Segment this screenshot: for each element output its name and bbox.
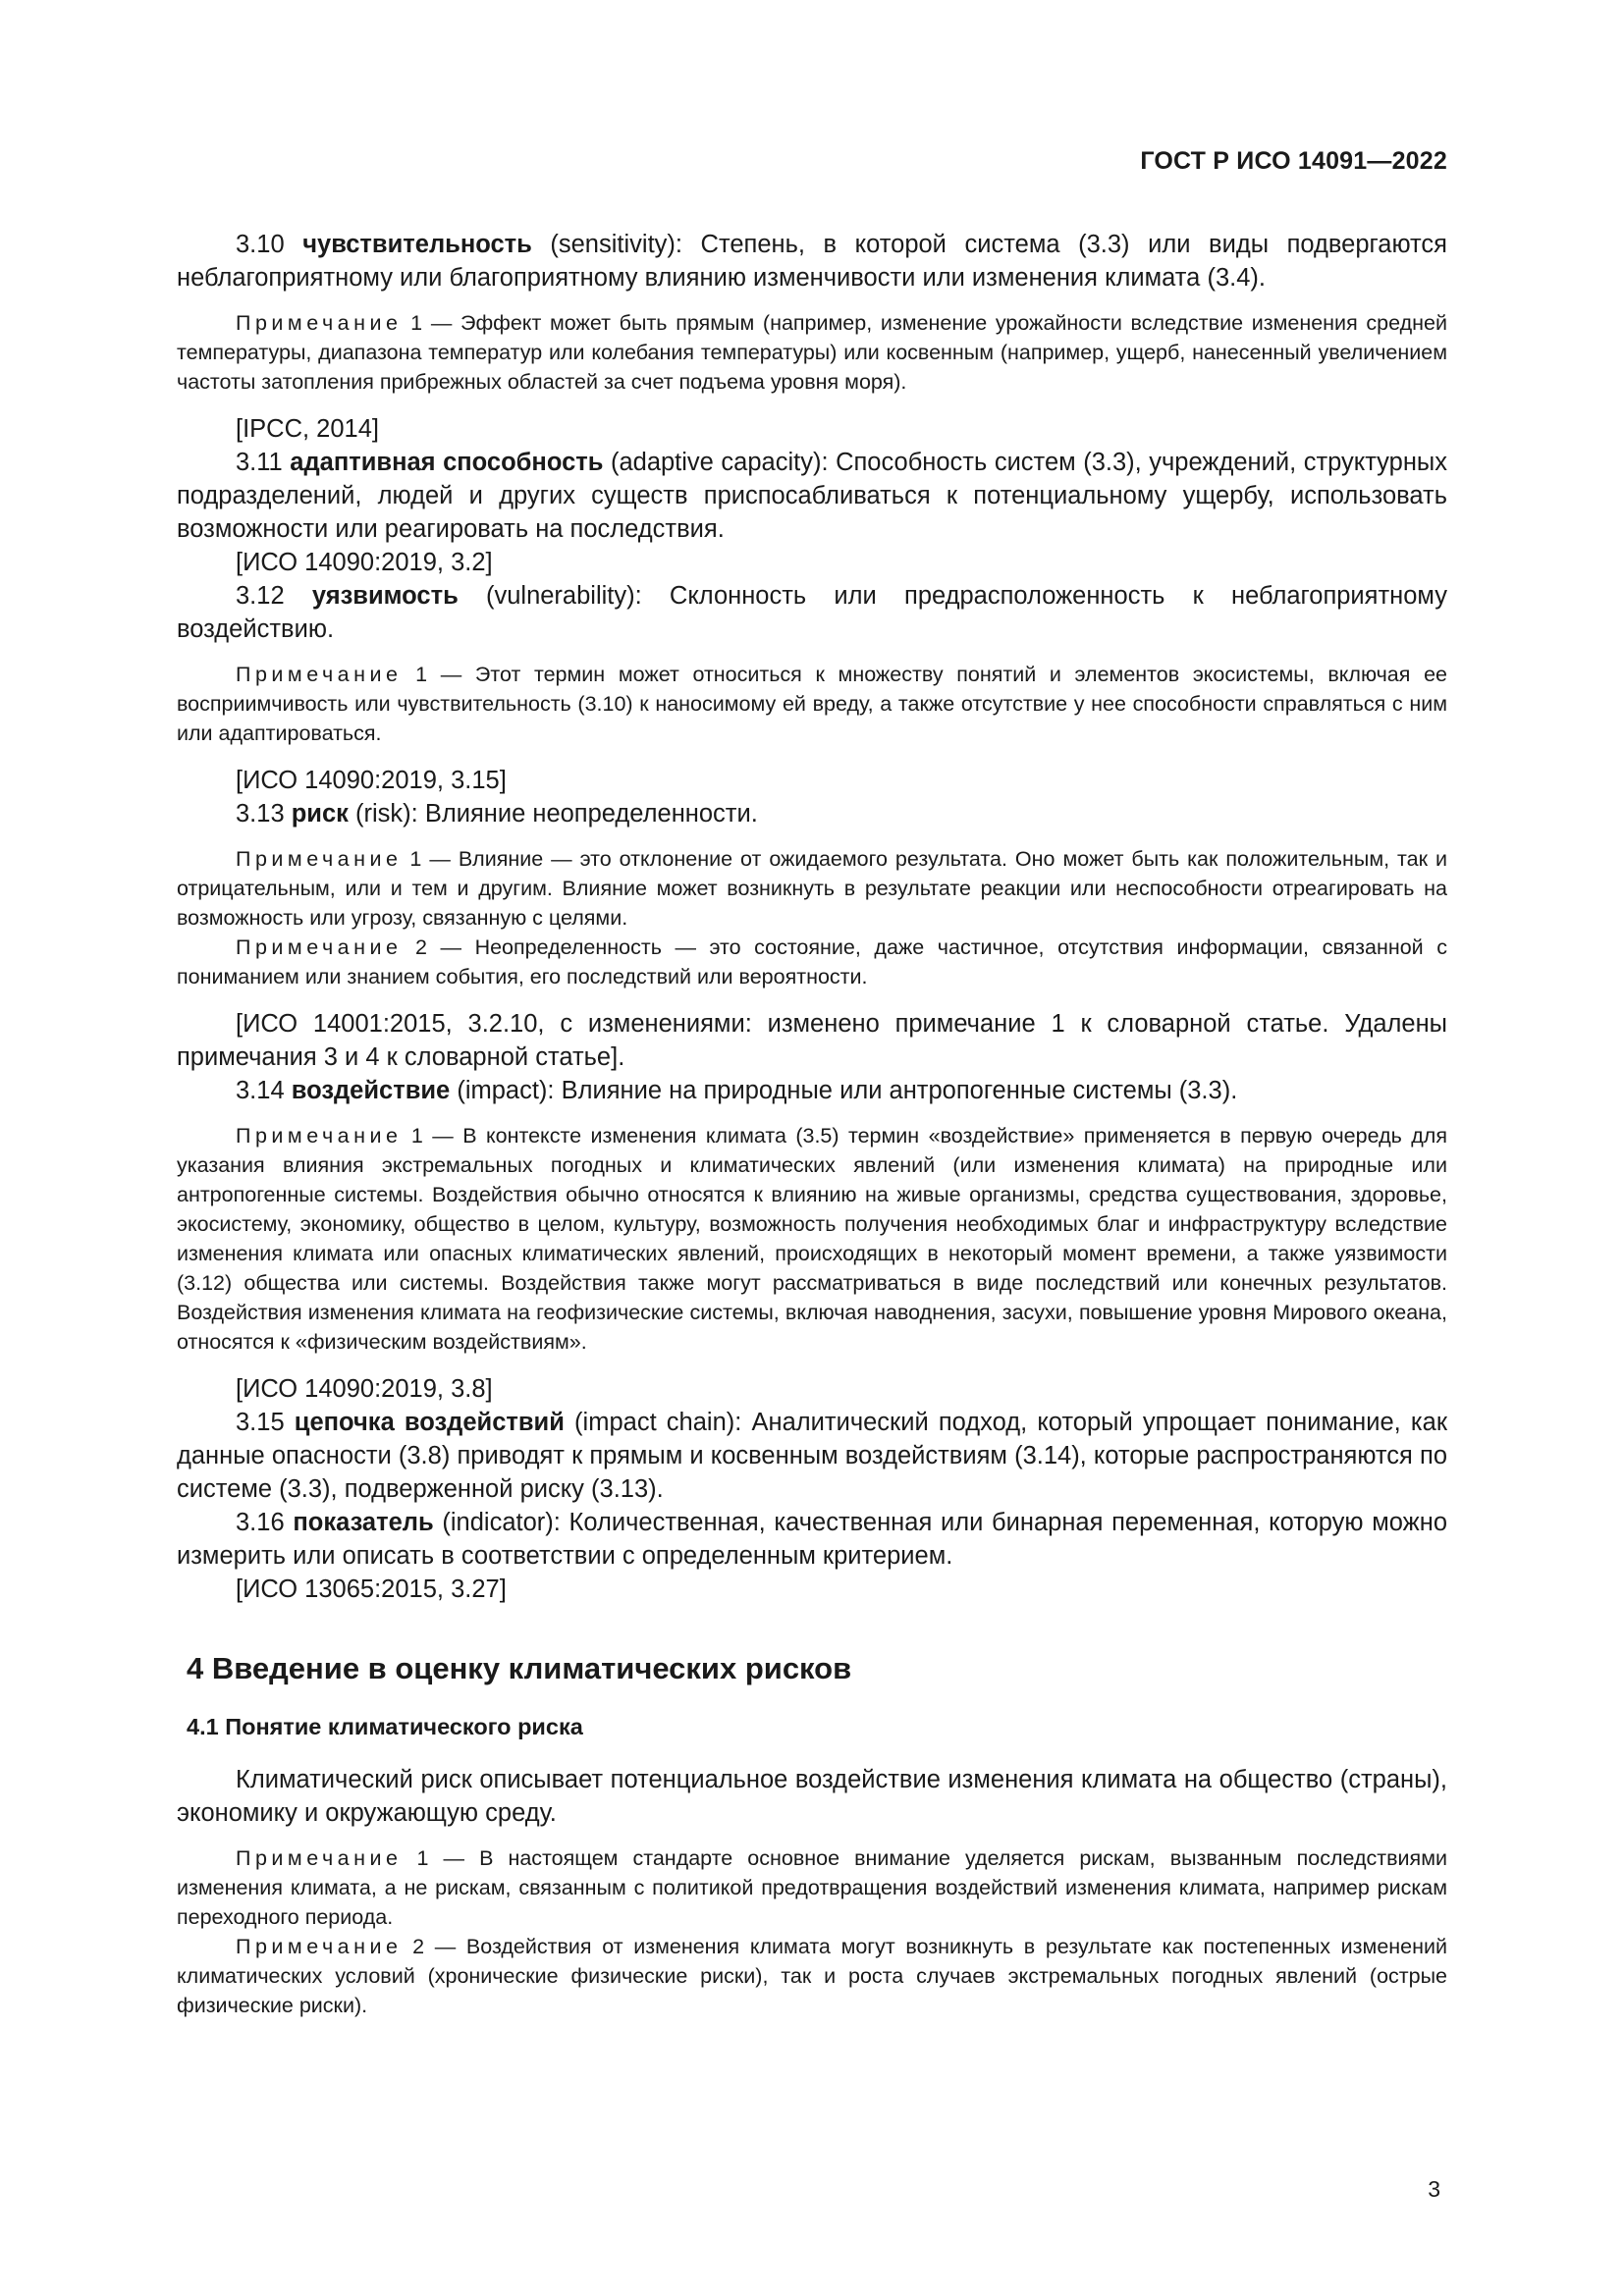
section-4-heading: 4 Введение в оценку климатических рисков [187, 1651, 852, 1685]
term-definition: (impact chain): Аналитический подход, который упрощает понимание, как данные опасности (3.8) приводят к прямым и косвенным воздействиям (3.14), которые распространяются по системе (3.3), подверженной риску (3.13). [177, 1409, 1447, 1503]
term-number: 3.10 [236, 231, 285, 258]
term-definition: (risk): Влияние неопределенности. [348, 800, 758, 828]
term-name: чувствительность [302, 231, 532, 258]
term-name: показатель [293, 1509, 434, 1536]
source-3-14: [ИСО 14090:2019, 3.8] [236, 1375, 493, 1403]
note-label: Примечание [236, 847, 403, 871]
term-name: риск [291, 800, 349, 828]
term-3-13 [177, 797, 1447, 830]
section-4-1-paragraph: Климатический риск описывает потенциальное воздействие изменения климата на общество (страны), экономику и окружающую среду. [177, 1766, 1447, 1827]
note-3-10-1 [177, 308, 1447, 397]
note-text: 2 — Воздействия от изменения климата могут возникнуть в результате как постепенных изменений климатических условий (хронические физические риски), так и роста случаев экстремальных погодных явлений (острые физические риски). [177, 1935, 1447, 2017]
document-body [177, 228, 1447, 2020]
term-3-15 [177, 1406, 1447, 1506]
term-number: 3.13 [236, 800, 285, 828]
term-definition: (sensitivity): Степень, в которой система (3.3) или виды подвергаются неблагоприятному или благоприятному влиянию изменчивости или изменения климата (3.4). [177, 231, 1447, 292]
term-number: 3.16 [236, 1509, 285, 1536]
term-3-16 [177, 1506, 1447, 1573]
note-label: Примечание [236, 1124, 403, 1148]
note-label: Примечание [236, 1935, 403, 1958]
source-3-12: [ИСО 14090:2019, 3.15] [236, 767, 507, 794]
term-number: 3.11 [236, 449, 283, 476]
note-3-13-1 [177, 844, 1447, 933]
term-definition: (vulnerability): Склонность или предрасположенность к неблагоприятному воздействию. [177, 582, 1447, 643]
subsection-4-1-heading: 4.1 Понятие климатического риска [187, 1714, 583, 1739]
note-text: 1 — Влияние — это отклонение от ожидаемого результата. Оно может быть как положительным, так и отрицательным, или и тем и другим. Влияние может возникнуть в результате реакции или неспособности отреагировать на возможность или угрозу, связанную с целями. [177, 847, 1447, 930]
note-text: 1 — Эффект может быть прямым (например, изменение урожайности вследствие изменения средней температуры, диапазона температур или колебания температуры) или косвенным (например, ущерб, нанесенный увеличением частоты затопления прибрежных областей за счет подъема уровня моря). [177, 311, 1447, 394]
term-number: 3.14 [236, 1077, 285, 1104]
source-3-11: [ИСО 14090:2019, 3.2] [236, 549, 493, 576]
note-text: 1 — Этот термин может относиться к множеству понятий и элементов экосистемы, включая ее восприимчивость или чувствительность (3.10) к наносимому ей вреду, а также отсутствие у нее способности справляться с ним или адаптироваться. [177, 663, 1447, 745]
term-3-10 [177, 228, 1447, 294]
note-label: Примечание [236, 1846, 403, 1870]
note-label: Примечание [236, 663, 403, 686]
term-definition: (indicator): Количественная, качественная или бинарная переменная, которую можно измерить или описать в соответствии с определенным критерием. [177, 1509, 1447, 1570]
term-number: 3.15 [236, 1409, 285, 1436]
source-3-10: [IPCC, 2014] [236, 415, 379, 443]
note-3-14-1 [177, 1121, 1447, 1357]
term-name: воздействие [291, 1077, 451, 1104]
term-3-14 [177, 1074, 1447, 1107]
term-name: адаптивная способность [290, 449, 604, 476]
document-code-header: ГОСТ Р ИСО 14091—2022 [1140, 147, 1447, 175]
term-definition: (impact): Влияние на природные или антропогенные системы (3.3). [450, 1077, 1238, 1104]
page-number: 3 [1428, 2176, 1440, 2202]
note-text: 1 — В контексте изменения климата (3.5) термин «воздействие» применяется в первую очередь для указания влияния экстремальных погодных и климатических явлений (или изменения климата) на природные или антропогенные системы. Воздействия обычно относятся к влиянию на живые организмы, средства существования, здоровье, экосистему, экономику, общество в целом, культуру, возможность получения необходимых благ и инфраструктуру вследствие изменения климата или опасных климатических явлений, происходящих в некоторый момент времени, а также уязвимости (3.12) общества или системы. Воздействия также могут рассматриваться в виде последствий или конечных результатов. Воздействия изменения климата на геофизические системы, включая наводнения, засухи, повышение уровня Мирового океана, относятся к «физическим воздействиям». [177, 1124, 1447, 1354]
note-3-13-2 [177, 933, 1447, 991]
term-3-12 [177, 579, 1447, 646]
source-3-16: [ИСО 13065:2015, 3.27] [236, 1575, 507, 1603]
note-3-12-1 [177, 660, 1447, 748]
note-4-1-1 [177, 1843, 1447, 1932]
note-text: 2 — Неопределенность — это состояние, даже частичное, отсутствия информации, связанной с пониманием или знанием события, его последствий или вероятности. [177, 935, 1447, 988]
source-3-13: [ИСО 14001:2015, 3.2.10, с изменениями: изменено примечание 1 к словарной статье. Удалены примечания 3 и 4 к словарной статье]. [177, 1010, 1447, 1071]
term-3-11 [177, 446, 1447, 546]
term-name: цепочка воздействий [294, 1409, 565, 1436]
note-4-1-2 [177, 1932, 1447, 2020]
term-number: 3.12 [236, 582, 285, 610]
term-name: уязвимость [311, 582, 459, 610]
note-label: Примечание [236, 935, 403, 959]
note-label: Примечание [236, 311, 403, 335]
note-text: 1 — В настоящем стандарте основное внимание уделяется рискам, вызванным последствиями изменения климата, а не рискам, связанным с политикой предотвращения воздействий изменения климата, например рискам переходного периода. [177, 1846, 1447, 1929]
term-definition: (adaptive capacity): Способность систем (3.3), учреждений, структурных подразделений, людей и других существ приспосабливаться к потенциальному ущербу, использовать возможности или реагировать на последствия. [177, 449, 1447, 543]
